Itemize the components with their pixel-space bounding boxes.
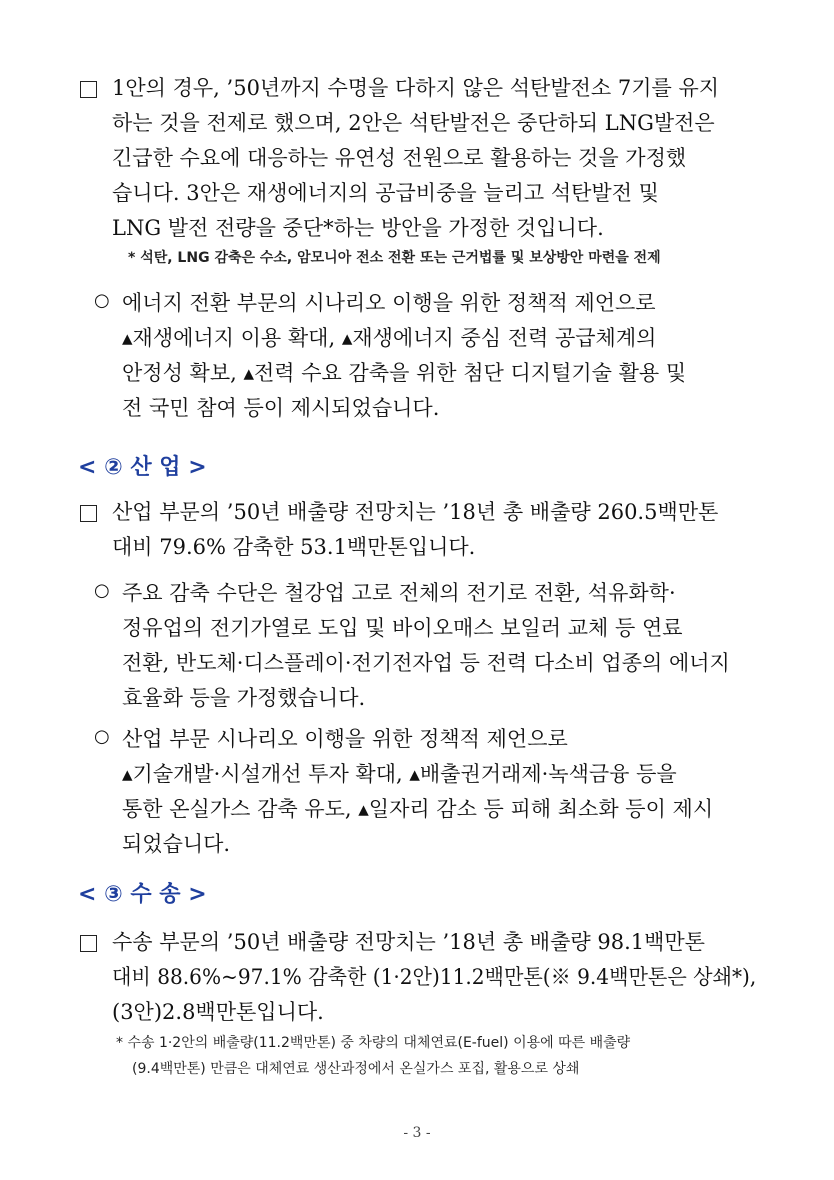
circle-bullet-icon: ○ [94, 580, 110, 601]
footnote: * 석탄, LNG 감축은 수소, 암모니아 전소 전환 또는 근거법률 및 보상방안 마련을 전제 [128, 250, 661, 266]
text-line: 하는 것을 전제로 했으며, 2안은 석탄발전은 중단하되 LNG발전은 [112, 111, 715, 135]
page-number: - 3 - [403, 1125, 431, 1141]
text-line: 되었습니다. [122, 832, 231, 856]
text-line: 긴급한 수요에 대응하는 유연성 전원으로 활용하는 것을 가정했 [112, 146, 687, 170]
section-heading-industry: < ② 산 업 > [78, 455, 207, 480]
text-line: 1안의 경우, ’50년까지 수명을 다하지 않은 석탄발전소 7기를 유지 [112, 76, 720, 100]
text-line: 주요 감축 수단은 철강업 고로 전체의 전기로 전환, 석유화학· [122, 581, 676, 605]
text-line: 대비 88.6%~97.1% 감축한 (1·2안)11.2백만톤(※ 9.4백만톤은 상쇄*), [112, 965, 757, 989]
text-line: 효율화 등을 가정했습니다. [122, 686, 366, 710]
text-line: 대비 79.6% 감축한 53.1백만톤입니다. [112, 535, 476, 559]
square-bullet-icon [80, 503, 97, 527]
text-line: ▴재생에너지 이용 확대, ▴재생에너지 중심 전력 공급체계의 [122, 326, 657, 350]
text-line: ▴기술개발·시설개선 투자 확대, ▴배출권거래제·녹색금융 등을 [122, 762, 677, 786]
circle-bullet-icon: ○ [94, 290, 110, 311]
text-line: 전환, 반도체·디스플레이·전기전자업 등 전력 다소비 업종의 에너지 [122, 651, 730, 675]
text-line: 통한 온실가스 감축 유도, ▴일자리 감소 등 피해 최소화 등이 제시 [122, 797, 714, 821]
text-line: 수송 부문의 ’50년 배출량 전망치는 ’18년 총 배출량 98.1백만톤 [112, 930, 705, 954]
text-line: (3안)2.8백만톤입니다. [112, 1000, 324, 1024]
text-line: 에너지 전환 부문의 시나리오 이행을 위한 정책적 제언으로 [122, 291, 656, 315]
text-line: 산업 부문의 ’50년 배출량 전망치는 ’18년 총 배출량 260.5백만톤 [112, 500, 719, 524]
footnote: * 수송 1·2안의 배출량(11.2백만톤) 중 차량의 대체연료(E-fuel) 이용에 따른 배출량 [116, 1035, 631, 1051]
text-line: 전 국민 참여 등이 제시되었습니다. [122, 396, 440, 420]
footnote: (9.4백만톤) 만큼은 대체연료 생산과정에서 온실가스 포집, 활용으로 상쇄 [132, 1061, 580, 1077]
section-heading-transport: < ③ 수 송 > [78, 882, 207, 907]
text-line: 습니다. 3안은 재생에너지의 공급비중을 늘리고 석탄발전 및 [112, 181, 659, 205]
square-bullet-icon [80, 933, 97, 957]
text-line: 정유업의 전기가열로 도입 및 바이오매스 보일러 교체 등 연료 [122, 616, 683, 640]
text-line: LNG 발전 전량을 중단*하는 방안을 가정한 것입니다. [112, 216, 604, 240]
text-line: 안정성 확보, ▴전력 수요 감축을 위한 첨단 디지털기술 활용 및 [122, 361, 687, 385]
square-bullet-icon [80, 79, 97, 103]
text-line: 산업 부문 시나리오 이행을 위한 정책적 제언으로 [122, 727, 568, 751]
circle-bullet-icon: ○ [94, 726, 110, 747]
